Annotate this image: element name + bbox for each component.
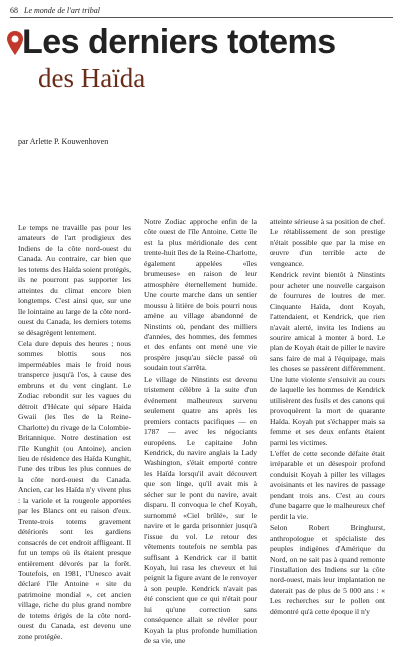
running-header (10, 5, 390, 17)
paragraph: Notre Zodiac approche enfin de la côte ouest de l'île Antoine. Cette île est la plus méridionale des cent trente-huit îles de la Reine-Charlotte, également appelées «îles brumeuses» en raison de leur atmosphère éternellement humide. Une courte marche dans un sentier moussu à litière de bois pourri nous amène au village abandonné de Ninstints où, pendant des milliers d'années, des hommes, des femmes et des enfants ont mené une vie prospère jusqu'au siècle passé où soudain tout s'arrêta. (144, 217, 257, 373)
paragraph: atteinte sérieuse à sa position de chef. Le rétablissement de son prestige n'était possible que par la mise en œuvre d'un terrible acte de vengeance. (270, 217, 385, 268)
paragraph: L'effet de cette seconde défaite était irréparable et un désespoir profond conduisit Koyah à piller les villages avoisinants et les navires de passage pendant trois ans. C'est au cours d'une bagarre que le malheureux chef perdit la vie. (270, 448, 385, 521)
paragraph: Kendrick revint bientôt à Ninstints pour acheter une nouvelle cargaison de fourrures de loutres de mer. Cinquante Haïda, dont Koyah, l'attendaient, et Kendrick, que rien n'avait alerté, invita les Indiens au sourire amical à monter à bord. Le plan de Koyah était de piller le navire sans faire de mal à l'équipage, mais les choses se passèrent différemment. Une lutte violente s'ensuivit au cours de laquelle les hommes de Kendrick utilisèrent des fusils et des canons qui provoquèrent la mort de quarante Haïda. Koyah put s'échapper mais sa femme et ses deux enfants étaient parmi les victimes. (270, 270, 385, 447)
author-byline: par Arlette P. Kouwenhoven (18, 137, 109, 146)
paragraph: Cela dure depuis des heures ; nous sommes blottis sous nos imperméables mais le froid nous transperce jusqu'à l'os, à cause des embruns et du vent cinglant. Le Zodiac rebondit sur les vagues du détroit d'Hécate qui sépare Haida Gwaii (les îles de la Reine-Charlotte) du rivage de la Colombie-Britannique. Notre destination est l'île Kunghit (ou Antoine), ancien lieu de résidence des Haïda Kunghit, l'une des tribus les plus connues de la côte nord-ouest du Canada. Ancien, car les Haïda n'y vivent plus : la variole et la rougeole apportées par les Blancs ont eu raison d'eux. Trente-trois totems gravement détériorés sont les gardiens consacrés de cet endroit affligeant. Il fut un temps où ils étaient presque entièrement dévorés par la forêt. Toutefois, en 1981, l'Unesco avait déclaré l'île Antoine « site du patrimoine mondial », cet ancien village, riche du plus grand nombre de totems érigés de la côte nord-ouest du Canada, est devenu une zone protégée. (18, 338, 131, 641)
text-column-3 (270, 217, 385, 617)
magazine-name: Le monde de l'art tribal (24, 6, 100, 15)
header-rule (10, 17, 393, 18)
page-number: 68 (10, 6, 18, 15)
text-column-1 (18, 223, 131, 642)
paragraph: Le temps ne travaille pas pour les amateurs de l'art prodigieux des Indiens de la côte nord-ouest du Canada. Au contraire, car bien que les totems des Haïda soient protégés, ils ne pourront pas supporter les atteintes du climat encore bien longtemps. C'est ainsi que, sur une île lointaine au large de la côte nord-ouest du Canada, les derniers totems se désagrègent lentement. (18, 223, 131, 337)
paragraph: Selon Robert Bringhurst, anthropologue et spécialiste des peuples indigènes d'Amérique du Nord, on ne sait pas à quand remonte l'installation des Indiens sur la côte nord-ouest, mais leur implantation ne daterait pas de plus de 5 000 ans : « Les recherches sur le pollen ont démontré qu'à cette époque il n'y (270, 523, 385, 616)
article-title: Les derniers totems (22, 23, 336, 61)
text-column-2 (144, 217, 257, 647)
paragraph: Le village de Ninstints est devenu tristement célèbre à la suite d'un événement malheureux survenu seulement quatre ans après les premiers contacts pacifiques — en 1787 — avec les négociants européens. Le capitaine John Kendrick, du navire anglais la Lady Washington, s'était emporté contre les Haïda lorsqu'il avait découvert que son linge, qu'il avait mis à sécher sur le pont du navire, avait disparu. Il convoqua le chef Koyah, surnommé «Ciel brûlé», sur le navire et le garda prisonnier jusqu'à l'issue du vol. Le retour des vêtements toutefois ne sembla pas suffisant à Kendrick car il battit Koyah, lui rasa les cheveux et lui peignit la figure avant de le renvoyer à son peuple. Kendrick n'avait pas été conscient que ce qui n'était pour lui qu'une correction sans conséquence allait se révéler pour Koyah la plus profonde humiliation de sa vie, une (144, 374, 257, 646)
article-subtitle: des Haïda (38, 63, 146, 93)
